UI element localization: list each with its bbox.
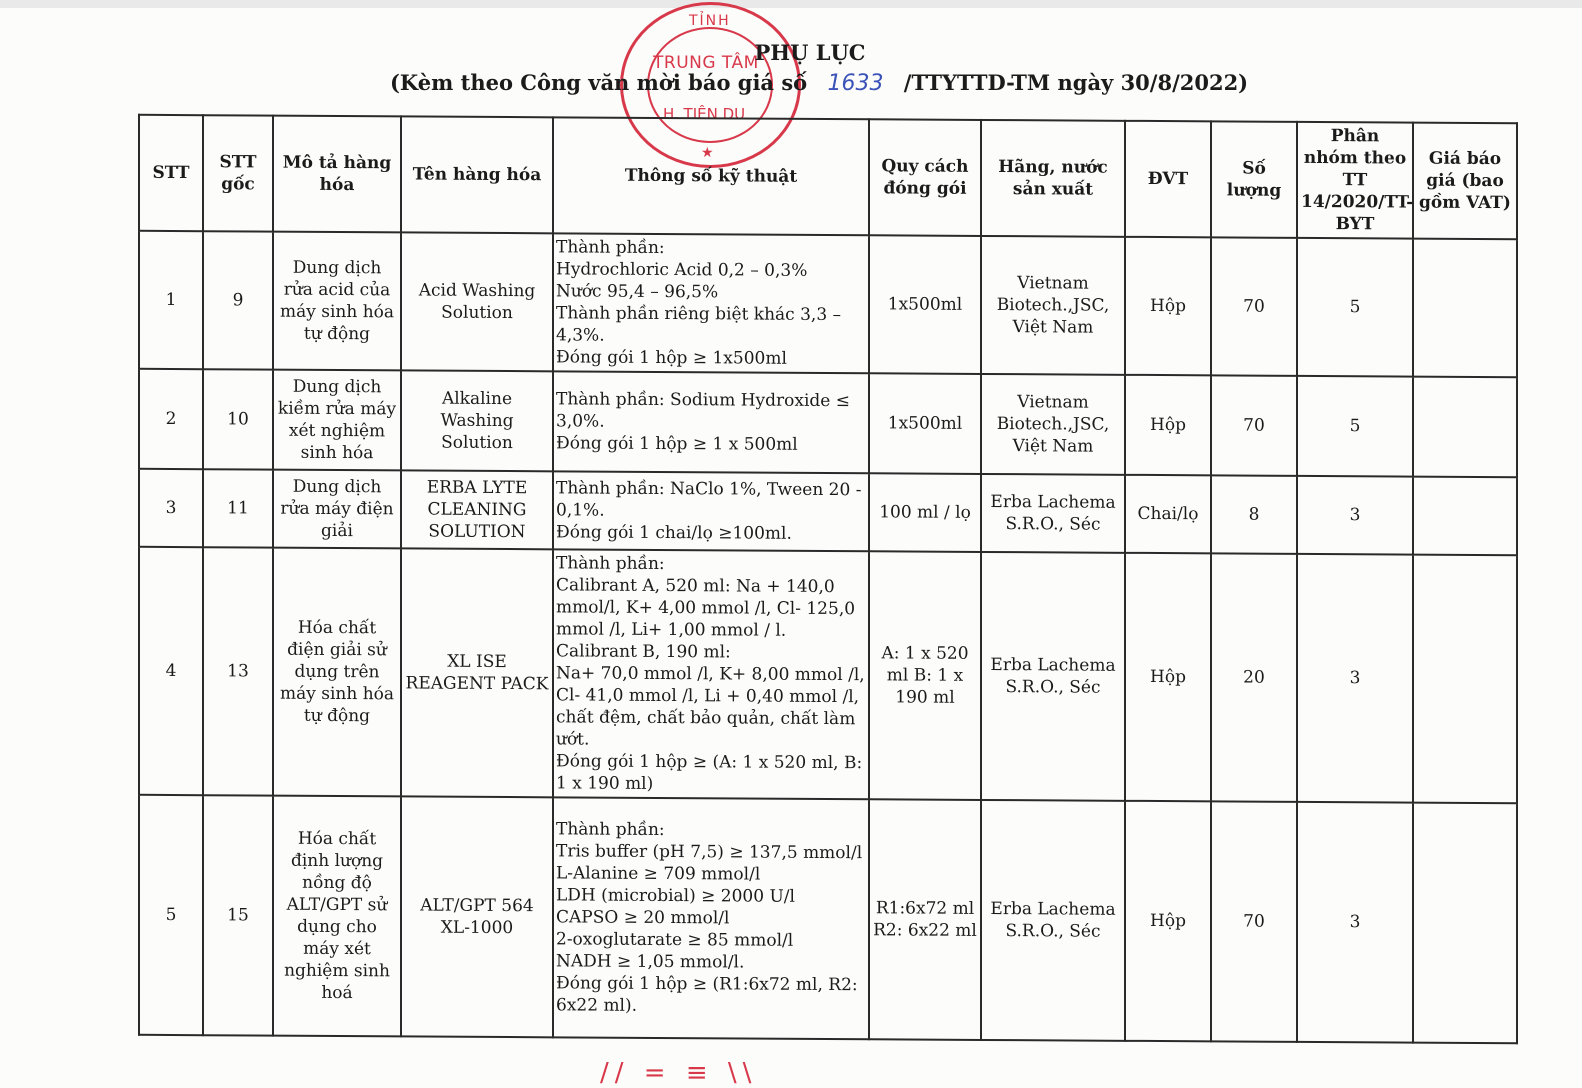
cell-stt: 1 [139,231,203,369]
cell-stt-goc: 11 [203,469,273,547]
spec-line: Thành phần: [556,237,665,259]
cell-ten-hang-hoa: Acid Washing Solution [401,232,553,371]
cell-so-luong: 70 [1211,801,1297,1042]
spec-line: Thành phần riêng biệt khác 3,3 – 4,3%. [556,303,842,346]
cell-hang-nuoc: Erba Lachema S.R.O., Séc [981,800,1125,1041]
spec-line: CAPSO ≥ 20 mmol/l [556,907,730,929]
cell-ten-hang-hoa: ALT/GPT 564 XL-1000 [401,796,553,1037]
spec-line: Thành phần: [556,819,665,841]
cell-quy-cach: 1x500ml [869,373,981,474]
cell-gia [1413,803,1517,1044]
cell-gia [1413,239,1517,378]
stamp-line-mid: TRUNG TÂM [653,53,759,73]
cell-stt-goc: 15 [203,795,273,1035]
cell-hang-nuoc: Erba Lachema S.R.O., Séc [981,474,1125,553]
cell-phan-nhom: 3 [1297,476,1413,555]
cell-so-luong: 20 [1211,553,1297,802]
handwritten-number: 1633 [827,71,884,96]
spec-line: 2-oxoglutarate ≥ 85 mmol/l [556,929,794,951]
cell-mo-ta: Hóa chất định lượng nồng độ ALT/GPT sử dụng cho máy xét nghiệm sinh hoá [273,796,401,1037]
table-row [139,369,1517,477]
header-cell: STT gốc [203,115,273,231]
cell-mo-ta: Hóa chất điện giải sử dụng trên máy sinh hóa tự động [273,548,401,797]
cell-gia [1413,377,1517,478]
cell-quy-cach: A: 1 x 520 ml B: 1 x 190 ml [869,551,981,800]
subtitle-suffix: /TTYTTD-TM ngày 30/8/2022) [903,70,1249,95]
header-cell: Hãng, nước sản xuất [981,120,1125,237]
spec-line: Tris buffer (pH 7,5) ≥ 137,5 mmol/l [556,841,863,864]
cell-quy-cach: 100 ml / lọ [869,473,981,552]
cell-thong-so [553,371,869,473]
table-row [139,231,1517,377]
spec-line: Thành phần: NaClo 1%, Tween 20 - 0,1%. [556,478,862,521]
cell-dvt: Hộp [1125,553,1211,802]
cell-thong-so [553,797,869,1039]
cell-so-luong: 70 [1211,237,1297,376]
header-cell: Quy cách đóng gói [869,119,981,236]
table-header-row [139,115,1517,239]
cell-phan-nhom: 3 [1297,802,1413,1043]
spec-line: Thành phần: [556,553,665,575]
cell-ten-hang-hoa: XL ISE REAGENT PACK [401,548,553,797]
cell-dvt: Hộp [1125,801,1211,1042]
header-cell: Số lượng [1211,121,1297,238]
stamp-line-top: TỈNH [689,13,731,29]
cell-thong-so [553,549,869,799]
cell-dvt: Chai/lọ [1125,475,1211,554]
spec-line: Nước 95,4 – 96,5% [556,281,719,303]
header-cell: Tên hàng hóa [401,116,553,233]
spec-line: Calibrant A, 520 ml: Na + 140,0 mmol/l, K+ 4,00 mmol /l, Cl- 125,0 mmol /l, Li+ 1,00 mmol / l. [556,575,856,641]
cell-quy-cach: R1:6x72 ml R2: 6x22 ml [869,799,981,1040]
spec-line: NADH ≥ 1,05 mmol/l. [556,951,745,973]
cell-dvt: Hộp [1125,237,1211,376]
cell-stt-goc: 9 [203,231,273,369]
cell-ten-hang-hoa: ERBA LYTE CLEANING SOLUTION [401,470,553,549]
cell-stt-goc: 10 [203,369,273,469]
stamp-line-bottom: H. TIÊN DU [663,105,746,123]
bottom-stamp-fragment: // = ≡ \\ [600,1058,758,1088]
spec-line: Đóng gói 1 hộp ≥ (R1:6x72 ml, R2: 6x22 ml). [556,973,858,1016]
header-cell: STT [139,115,203,231]
cell-hang-nuoc: Erba Lachema S.R.O., Séc [981,552,1125,801]
cell-ten-hang-hoa: Alkaline Washing Solution [401,370,553,471]
spec-line: Đóng gói 1 hộp ≥ (A: 1 x 520 ml, B: 1 x 190 ml) [556,751,863,794]
cell-thong-so [553,471,869,551]
spec-line: Na+ 70,0 mmol /l, K+ 8,00 mmol /l, Cl- 41,0 mmol /l, Li + 0,40 mmol /l, chất đệm, chất bảo quản, chất làm ướt. [556,663,865,750]
cell-phan-nhom: 5 [1297,376,1413,477]
cell-stt: 3 [139,469,203,547]
subtitle-prefix: (Kèm theo Công văn mời báo giá số [390,70,808,95]
spec-line: Đóng gói 1 hộp ≥ 1x500ml [556,347,787,369]
cell-stt: 5 [139,795,203,1035]
header-cell: Thông số kỹ thuật [553,117,869,235]
table-row [139,547,1517,803]
cell-phan-nhom: 3 [1297,554,1413,803]
cell-gia [1413,555,1517,804]
cell-gia [1413,477,1517,556]
table-row [139,795,1517,1043]
cell-mo-ta: Dung dịch rửa acid của máy sinh hóa tự động [273,232,401,371]
spec-line: LDH (microbial) ≥ 2000 U/l [556,885,795,907]
page-top-edge [0,0,1582,8]
price-quote-table [138,114,1518,1044]
header-cell: Mô tả hàng hóa [273,116,401,233]
spec-line: Hydrochloric Acid 0,2 – 0,3% [556,259,808,281]
spec-line: L-Alanine ≥ 709 mmol/l [556,863,761,885]
cell-stt: 4 [139,547,203,795]
spec-line: Đóng gói 1 chai/lọ ≥100ml. [556,522,792,544]
stamp-star-icon: ★ [701,145,714,161]
cell-phan-nhom: 5 [1297,238,1413,377]
table-row [139,469,1517,555]
cell-thong-so [553,233,869,373]
cell-so-luong: 70 [1211,375,1297,476]
spec-line: Thành phần: Sodium Hydroxide ≤ 3,0%. [556,389,851,432]
cell-hang-nuoc: Vietnam Biotech.,JSC, Việt Nam [981,236,1125,375]
header-cell: Phân nhóm theo TT 14/2020/TT-BYT [1297,122,1413,239]
cell-quy-cach: 1x500ml [869,235,981,374]
cell-mo-ta: Dung dịch rửa máy điện giải [273,470,401,549]
page-subtitle [390,70,1249,96]
cell-mo-ta: Dung dịch kiềm rửa máy xét nghiệm sinh hóa [273,370,401,471]
cell-stt: 2 [139,369,203,469]
cell-so-luong: 8 [1211,475,1297,554]
header-cell: Giá báo giá (bao gồm VAT) [1413,123,1517,240]
header-cell: ĐVT [1125,121,1211,238]
cell-hang-nuoc: Vietnam Biotech.,JSC, Việt Nam [981,374,1125,475]
spec-line: Đóng gói 1 hộp ≥ 1 x 500ml [556,433,798,455]
cell-stt-goc: 13 [203,547,273,795]
spec-line: Calibrant B, 190 ml: [556,641,731,663]
page-title: PHỤ LỤC [754,40,866,65]
cell-dvt: Hộp [1125,375,1211,476]
